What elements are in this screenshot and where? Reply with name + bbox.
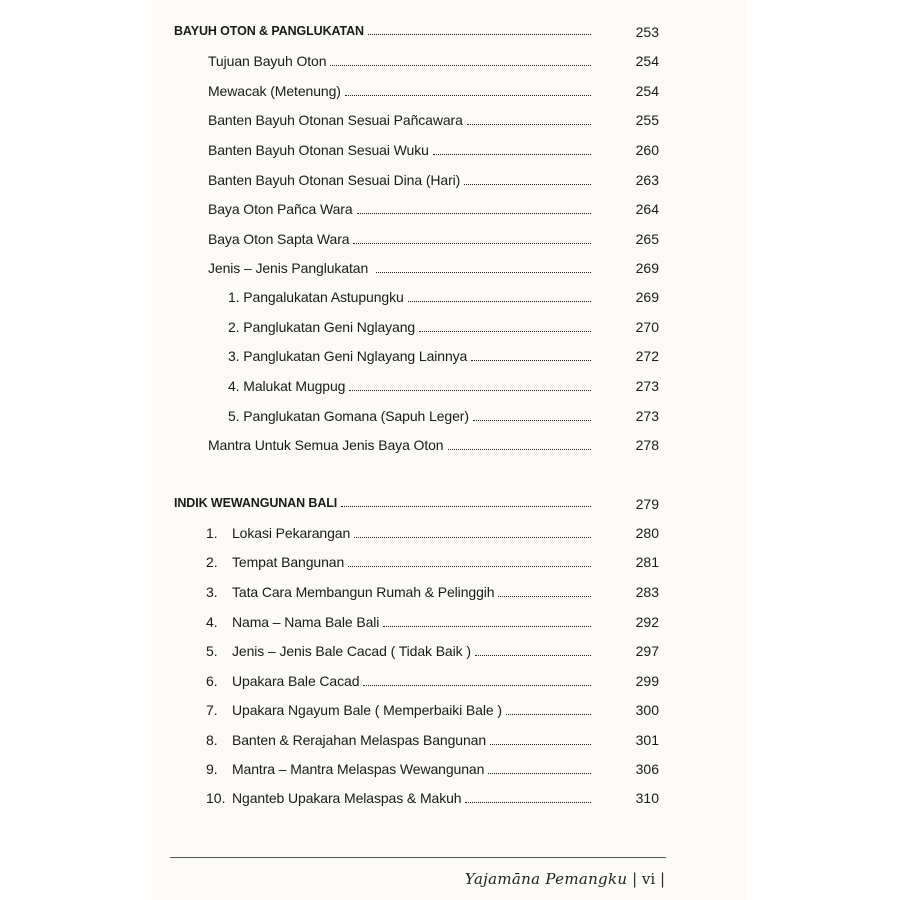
- toc-entry-page: 297: [635, 643, 659, 659]
- toc-entry-label: Jenis – Jenis Panglukatan: [208, 260, 369, 276]
- toc-entry-number: 2.: [206, 554, 218, 570]
- toc-entry: [152, 83, 745, 103]
- leader-dots: [419, 331, 591, 332]
- toc-entry: [152, 673, 745, 693]
- toc-entry-label: 1. Pangalukatan Astupungku: [228, 289, 404, 305]
- toc-entry-label: Nganteb Upakara Melaspas & Makuh: [232, 790, 462, 806]
- toc-heading-page: 279: [635, 496, 659, 512]
- toc-entry-page: 263: [635, 172, 659, 188]
- leader-dots: [488, 773, 591, 774]
- leader-dots: [465, 802, 591, 803]
- toc-entry-label: 4. Malukat Mugpug: [228, 378, 346, 394]
- toc-entry: [152, 231, 745, 251]
- toc-entry-label: Baya Oton Sapta Wara: [208, 231, 350, 247]
- leader-dots: [467, 124, 591, 125]
- toc-entry: [152, 525, 745, 545]
- toc-entry-label: Banten Bayuh Otonan Sesuai Dina (Hari): [208, 172, 461, 188]
- toc-entry: [152, 289, 745, 309]
- page-footer: [465, 870, 665, 888]
- leader-dots: [348, 566, 591, 567]
- leader-dots: [353, 243, 591, 244]
- book-page: [152, 0, 745, 900]
- toc-heading: [152, 496, 745, 516]
- toc-entry-number: 10.: [206, 790, 226, 806]
- toc-entry-label: Upakara Bale Cacad: [232, 673, 360, 689]
- toc-entry: [152, 319, 745, 339]
- toc-entry: [152, 790, 745, 810]
- toc-entry-label: Baya Oton Pañca Wara: [208, 201, 353, 217]
- leader-dots: [368, 34, 591, 35]
- toc-entry-page: 270: [635, 319, 659, 335]
- toc-entry: [152, 761, 745, 781]
- toc-entry: [152, 702, 745, 722]
- toc-entry-page: 273: [635, 408, 659, 424]
- toc-entry-label: Tujuan Bayuh Oton: [208, 53, 327, 69]
- page-number: | vi |: [632, 870, 665, 888]
- toc-entry-page: 278: [635, 437, 659, 453]
- toc-entry-page: 254: [635, 53, 659, 69]
- toc-entry-label: Nama – Nama Bale Bali: [232, 614, 380, 630]
- toc-entry-number: 4.: [206, 614, 218, 630]
- leader-dots: [363, 685, 591, 686]
- leader-dots: [506, 714, 591, 715]
- toc-entry-page: 273: [635, 378, 659, 394]
- toc-entry-label: Lokasi Pekarangan: [232, 525, 351, 541]
- leader-dots: [490, 744, 591, 745]
- toc-entry: [152, 732, 745, 752]
- toc-entry-page: 306: [635, 761, 659, 777]
- toc-entry-page: 269: [635, 289, 659, 305]
- toc-entry: [152, 201, 745, 221]
- toc-entry-number: 9.: [206, 761, 218, 777]
- leader-dots: [354, 537, 591, 538]
- toc-entry-label: Banten & Rerajahan Melaspas Bangunan: [232, 732, 487, 748]
- toc-entry-page: 310: [635, 790, 659, 806]
- toc-entry-page: 254: [635, 83, 659, 99]
- toc-entry: [152, 112, 745, 132]
- leader-dots: [330, 65, 591, 66]
- toc-entry-label: Mantra Untuk Semua Jenis Baya Oton: [208, 437, 444, 453]
- toc-entry-page: 265: [635, 231, 659, 247]
- toc-heading-page: 253: [635, 24, 659, 40]
- toc-entry-label: Banten Bayuh Otonan Sesuai Wuku: [208, 142, 429, 158]
- toc-entry: [152, 643, 745, 663]
- toc-entry-page: 292: [635, 614, 659, 630]
- toc-entry-label: Mantra – Mantra Melaspas Wewangunan: [232, 761, 485, 777]
- leader-dots: [408, 301, 591, 302]
- toc-entry-page: 255: [635, 112, 659, 128]
- toc-entry: [152, 348, 745, 368]
- leader-dots: [433, 154, 591, 155]
- leader-dots: [471, 360, 591, 361]
- toc-entry-number: 5.: [206, 643, 218, 659]
- toc-entry-page: 300: [635, 702, 659, 718]
- toc-entry-label: 2. Panglukatan Geni Nglayang: [228, 319, 416, 335]
- leader-dots: [345, 95, 591, 96]
- leader-dots: [448, 449, 592, 450]
- toc-entry-number: 3.: [206, 584, 218, 600]
- toc-entry-page: 299: [635, 673, 659, 689]
- toc-entry-label: Jenis – Jenis Bale Cacad ( Tidak Baik ): [232, 643, 471, 659]
- leader-dots: [383, 626, 591, 627]
- toc-entry: [152, 142, 745, 162]
- toc-entry-number: 1.: [206, 525, 218, 541]
- footer-rule: [170, 857, 666, 858]
- toc-entry-page: 280: [635, 525, 659, 541]
- toc-entry: [152, 408, 745, 428]
- book-title: Yajamāna Pemangku: [464, 870, 628, 888]
- toc-entry-label: Upakara Ngayum Bale ( Memperbaiki Bale ): [232, 702, 502, 718]
- toc-entry-label: 5. Panglukatan Gomana (Sapuh Leger): [228, 408, 469, 424]
- toc-entry: [152, 53, 745, 73]
- toc-entry-number: 6.: [206, 673, 218, 689]
- toc-entry: [152, 172, 745, 192]
- toc-entry: [152, 437, 745, 457]
- toc-entry-label: Tata Cara Membangun Rumah & Pelinggih: [232, 584, 495, 600]
- toc-heading: [152, 24, 745, 44]
- leader-dots: [473, 420, 591, 421]
- toc-entry-label: Mewacak (Metenung): [208, 83, 341, 99]
- toc-entry-label: Banten Bayuh Otonan Sesuai Pañcawara: [208, 112, 463, 128]
- toc-entry-page: 264: [635, 201, 659, 217]
- toc-entry: [152, 260, 745, 280]
- toc-entry-page: 260: [635, 142, 659, 158]
- leader-dots: [357, 213, 591, 214]
- leader-dots: [349, 390, 591, 391]
- leader-dots: [498, 596, 591, 597]
- toc-entry: [152, 584, 745, 604]
- leader-dots: [475, 655, 591, 656]
- leader-dots: [341, 506, 591, 507]
- toc-entry-page: 281: [635, 554, 659, 570]
- toc-entry-label: 3. Panglukatan Geni Nglayang Lainnya: [228, 348, 468, 364]
- toc-entry-label: Tempat Bangunan: [232, 554, 345, 570]
- toc-entry: [152, 378, 745, 398]
- toc-entry-page: 283: [635, 584, 659, 600]
- toc-entry-number: 7.: [206, 702, 218, 718]
- toc-entry-number: 8.: [206, 732, 218, 748]
- toc-heading-label: BAYUH OTON & PANGLUKATAN: [174, 24, 364, 38]
- toc-entry-page: 301: [635, 732, 659, 748]
- leader-dots: [376, 272, 591, 273]
- toc-entry: [152, 554, 745, 574]
- leader-dots: [464, 184, 591, 185]
- toc-entry-page: 272: [635, 348, 659, 364]
- toc-entry: [152, 614, 745, 634]
- toc-entry-page: 269: [635, 260, 659, 276]
- toc-heading-label: INDIK WEWANGUNAN BALI: [174, 496, 338, 510]
